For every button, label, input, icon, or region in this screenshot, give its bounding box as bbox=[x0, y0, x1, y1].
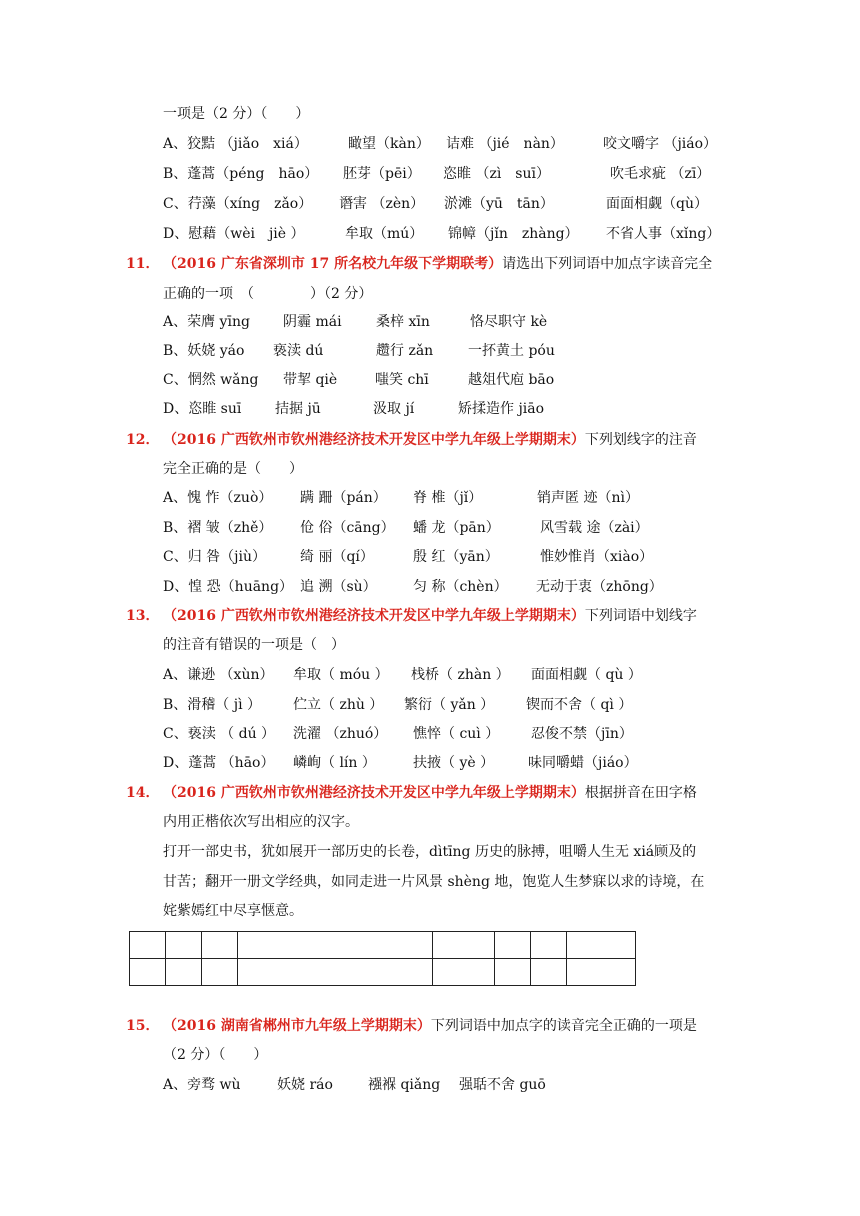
q13-source: （2016 广西钦州市钦州港经济技术开发区中学九年级上学期期末） bbox=[163, 608, 585, 624]
q12-d-1: D、惶 恐（huāng） bbox=[163, 579, 294, 595]
grid-cell[interactable] bbox=[166, 932, 202, 959]
q11-c-4: 越俎代庖 bāo bbox=[468, 372, 555, 388]
q15-a-2: 妖娆 ráo bbox=[277, 1077, 333, 1093]
q12-c-2: 绮 丽（qí） bbox=[300, 549, 374, 565]
q11-b-2: 亵渎 dú bbox=[273, 343, 324, 359]
q14-source: （2016 广西钦州市钦州港经济技术开发区中学九年级上学期期末） bbox=[163, 785, 585, 801]
q12-a-1: A、愧 怍（zuò） bbox=[163, 490, 273, 506]
q12-c-4: 惟妙惟肖（xiào） bbox=[540, 549, 654, 565]
grid-cell[interactable] bbox=[495, 959, 531, 986]
q11-stem: 请选出下列词语中加点字读音完全 bbox=[502, 256, 713, 272]
q14-stem: 根据拼音在田字格 bbox=[584, 785, 697, 801]
q14-passage-line-3: 姹紫嫣红中尽享惬意。 bbox=[163, 903, 303, 919]
q11-c-1: C、惘然 wǎng bbox=[163, 372, 259, 388]
q12-source: （2016 广西钦州市钦州港经济技术开发区中学九年级上学期期末） bbox=[163, 432, 585, 448]
q11-a-2: 阴霾 mái bbox=[283, 314, 342, 330]
q13-a-4: 面面相觑（ qù ） bbox=[531, 667, 642, 683]
q11-d-4: 矫揉造作 jiāo bbox=[458, 401, 545, 417]
q14-number: 14． bbox=[126, 785, 160, 801]
q13-c-1: C、亵渎 （ dú ） bbox=[163, 726, 276, 742]
q11-stem-cont: 正确的一项 （ ）（2 分） bbox=[163, 286, 373, 302]
q13-a-3: 栈桥（ zhàn ） bbox=[411, 667, 510, 683]
q11-a-3: 桑梓 xīn bbox=[376, 314, 430, 330]
q11-c-3: 嗤笑 chī bbox=[375, 372, 429, 388]
q12-d-2: 追 溯（sù） bbox=[300, 579, 377, 595]
grid-cell[interactable] bbox=[238, 959, 433, 986]
q12-a-2: 蹒 跚（pán） bbox=[300, 490, 387, 506]
q10-b-3: 恣睢 （zì suī） bbox=[443, 166, 550, 182]
q13-b-2: 伫立（ zhù ） bbox=[293, 697, 384, 713]
q13-c-3: 憔悴（ cuì ） bbox=[413, 726, 500, 742]
q14-passage-line-1: 打开一部史书，犹如展开一部历史的长卷，dìtīng 历史的脉搏，咀嚼人生无 xiá顾及的 bbox=[163, 844, 697, 860]
q15-a-1: A、旁骛 wù bbox=[163, 1077, 241, 1093]
q11-b-3: 趱行 zǎn bbox=[376, 343, 434, 359]
q13-d-4: 味同嚼蜡（jiáo） bbox=[528, 755, 638, 771]
q15-number: 15． bbox=[126, 1018, 160, 1034]
q10-a-2: 瞰望（kàn） bbox=[348, 136, 430, 152]
q12-a-3: 脊 椎（jǐ） bbox=[413, 490, 483, 506]
q14-header bbox=[126, 783, 697, 803]
q13-a-2: 牟取（ móu ） bbox=[293, 667, 389, 683]
grid-cell[interactable] bbox=[202, 932, 238, 959]
q13-stem-cont: 的注音有错误的一项是（ ） bbox=[163, 637, 345, 653]
q13-b-1: B、滑稽（ jì ） bbox=[163, 697, 262, 713]
q13-header bbox=[126, 606, 697, 626]
q11-header bbox=[126, 254, 712, 274]
grid-cell[interactable] bbox=[202, 959, 238, 986]
q13-d-1: D、蓬蒿 （hāo） bbox=[163, 755, 275, 771]
q10-c-1: C、荇藻（xíng zǎo） bbox=[163, 196, 313, 212]
q11-d-3: 汲取 jí bbox=[373, 401, 415, 417]
q12-d-4: 无动于衷（zhōng） bbox=[536, 579, 663, 595]
q10-d-3: 锦幛（jǐn zhàng） bbox=[448, 226, 579, 242]
q13-b-3: 繁衍（ yǎn ） bbox=[404, 697, 495, 713]
q12-c-3: 殷 红（yān） bbox=[413, 549, 499, 565]
grid-cell[interactable] bbox=[495, 932, 531, 959]
q10-stem-tail: 一项是（2 分）（ ） bbox=[163, 106, 310, 122]
q10-d-2: 牟取（mú） bbox=[345, 226, 424, 242]
q11-source: （2016 广东省深圳市 17 所名校九年级下学期联考） bbox=[163, 256, 503, 272]
q14-stem-cont: 内用正楷依次写出相应的汉字。 bbox=[163, 814, 359, 830]
q12-stem-cont: 完全正确的是（ ） bbox=[163, 461, 303, 477]
q12-header bbox=[126, 430, 697, 450]
q12-number: 12． bbox=[126, 432, 160, 448]
q10-a-1: A、狡黠 （jiǎo xiá） bbox=[163, 136, 308, 152]
grid-cell[interactable] bbox=[531, 932, 567, 959]
grid-cell[interactable] bbox=[567, 932, 636, 959]
q10-a-3: 诘难 （jié nàn） bbox=[446, 136, 564, 152]
grid-cell[interactable] bbox=[166, 959, 202, 986]
grid-cell[interactable] bbox=[433, 932, 495, 959]
q10-b-2: 胚芽（pēi） bbox=[343, 166, 421, 182]
q12-b-3: 蟠 龙（pān） bbox=[413, 520, 500, 536]
q15-header bbox=[126, 1016, 697, 1036]
q13-b-4: 锲而不舍（ qì ） bbox=[526, 697, 633, 713]
q13-a-1: A、谦逊 （xùn） bbox=[163, 667, 274, 683]
q15-stem: 下列词语中加点字的读音完全正确的一项是 bbox=[430, 1018, 697, 1034]
q10-b-4: 吹毛求疵 （zī） bbox=[610, 166, 711, 182]
q15-stem-cont: （2 分）（ ） bbox=[163, 1047, 268, 1063]
grid-cell[interactable] bbox=[130, 932, 166, 959]
q10-c-2: 谮害 （zèn） bbox=[339, 196, 425, 212]
q11-a-4: 恪尽职守 kè bbox=[470, 314, 548, 330]
q11-a-1: A、荣膺 yīng bbox=[163, 314, 250, 330]
q13-d-3: 扶掖（ yè ） bbox=[413, 755, 495, 771]
q15-a-4: 强聒不舍 guō bbox=[459, 1077, 546, 1093]
q10-c-4: 面面相觑（qù） bbox=[606, 196, 708, 212]
q11-b-4: 一抔黄土 póu bbox=[468, 343, 555, 359]
q13-stem: 下列词语中划线字 bbox=[584, 608, 697, 624]
q10-c-3: 淤滩（yū tān） bbox=[444, 196, 554, 212]
q15-source: （2016 湖南省郴州市九年级上学期期末） bbox=[163, 1018, 431, 1034]
grid-cell[interactable] bbox=[531, 959, 567, 986]
q11-d-1: D、恣睢 suī bbox=[163, 401, 242, 417]
q12-b-4: 风雪载 途（zài） bbox=[540, 520, 649, 536]
q13-number: 13． bbox=[126, 608, 160, 624]
q11-c-2: 带挈 qiè bbox=[283, 372, 338, 388]
q13-d-2: 嶙峋（ lín ） bbox=[293, 755, 376, 771]
q13-c-2: 洗濯 （zhuó） bbox=[293, 726, 388, 742]
q12-b-1: B、褶 皱（zhě） bbox=[163, 520, 273, 536]
q15-a-3: 襁褓 qiǎng bbox=[368, 1077, 441, 1093]
q10-a-4: 咬文嚼字 （jiáo） bbox=[603, 136, 718, 152]
grid-cell[interactable] bbox=[433, 959, 495, 986]
grid-cell[interactable] bbox=[130, 959, 166, 986]
grid-cell[interactable] bbox=[567, 959, 636, 986]
q12-d-3: 匀 称（chèn） bbox=[413, 579, 508, 595]
q14-passage-line-2: 甘苦；翻开一册文学经典，如同走进一片风景 shèng 地，饱览人生梦寐以求的诗境，在 bbox=[163, 874, 705, 890]
grid-cell[interactable] bbox=[238, 932, 433, 959]
q10-d-1: D、慰藉（wèi jiè ） bbox=[163, 226, 305, 242]
q12-b-2: 伧 俗（cāng） bbox=[300, 520, 395, 536]
answer-grid bbox=[129, 931, 636, 986]
q11-number: 11． bbox=[126, 256, 160, 272]
q12-stem: 下列划线字的注音 bbox=[584, 432, 697, 448]
q10-d-4: 不省人事（xǐng） bbox=[606, 226, 721, 242]
q10-b-1: B、蓬蒿（péng hāo） bbox=[163, 166, 319, 182]
q12-c-1: C、归 咎（jiù） bbox=[163, 549, 266, 565]
q12-a-4: 销声匿 迹（nì） bbox=[537, 490, 639, 506]
q13-c-4: 忍俊不禁（jīn） bbox=[531, 726, 633, 742]
q11-d-2: 拮据 jū bbox=[275, 401, 321, 417]
q11-b-1: B、妖娆 yáo bbox=[163, 343, 245, 359]
